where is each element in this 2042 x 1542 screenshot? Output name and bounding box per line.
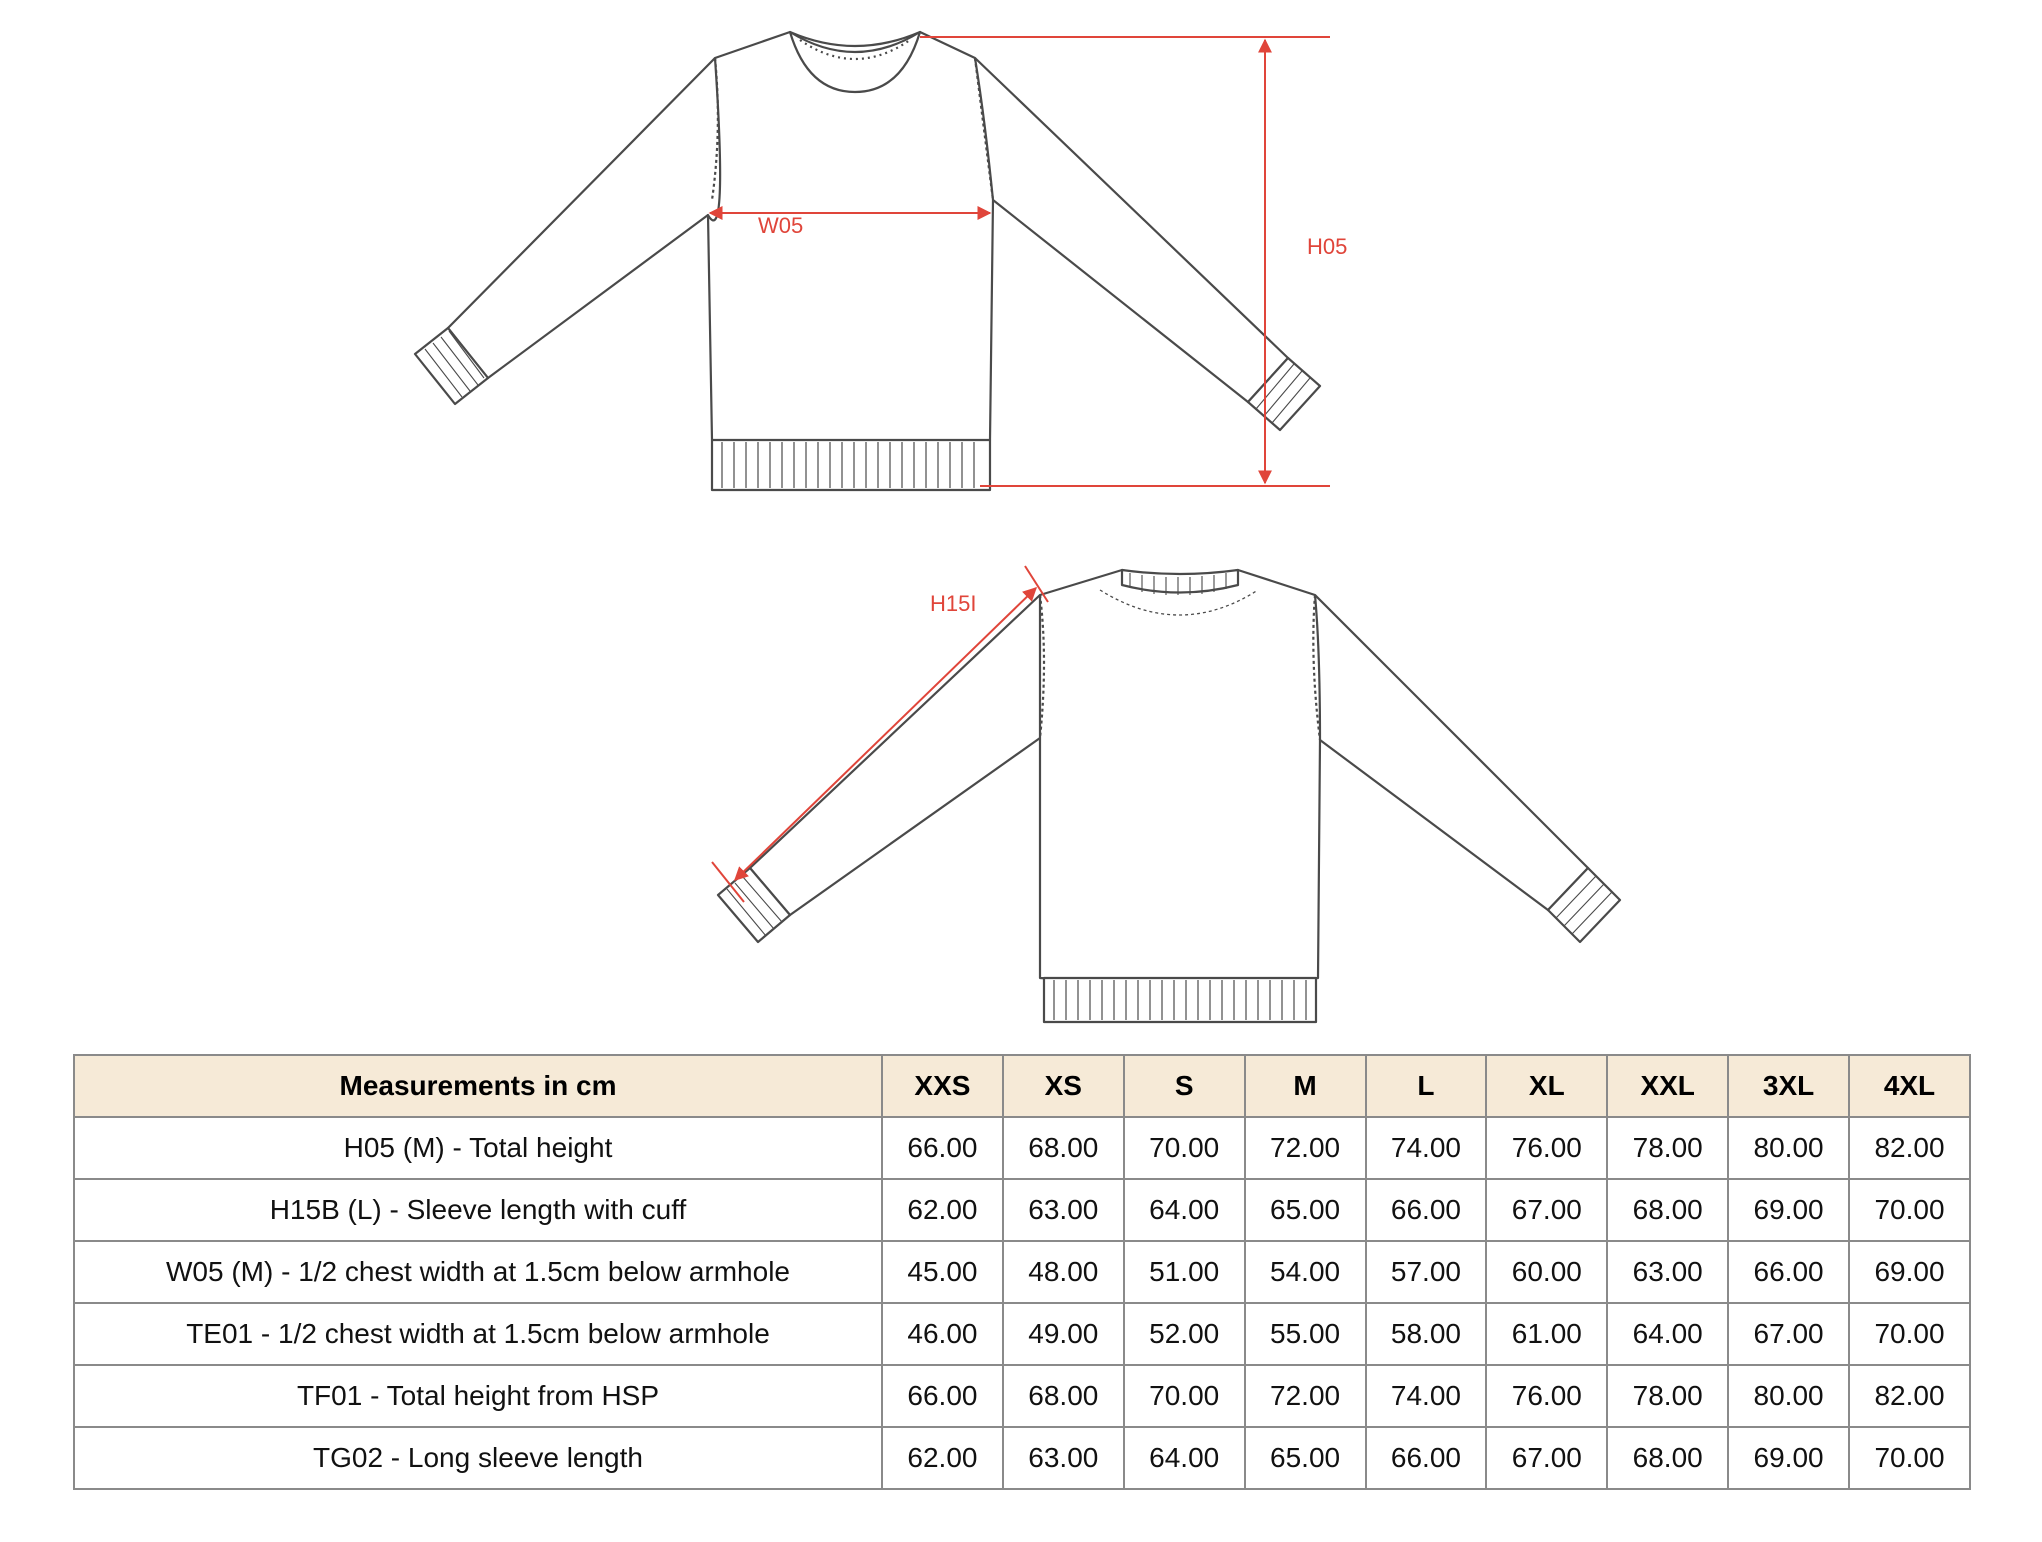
table-cell: 63.00 [1003,1427,1124,1489]
table-cell: 67.00 [1728,1303,1849,1365]
row-label: TE01 - 1/2 chest width at 1.5cm below armhole [74,1303,882,1365]
table-cell: 63.00 [1003,1179,1124,1241]
table-cell: 76.00 [1486,1117,1607,1179]
row-label: W05 (M) - 1/2 chest width at 1.5cm below armhole [74,1241,882,1303]
table-cell: 69.00 [1728,1179,1849,1241]
header-size: XXL [1607,1055,1728,1117]
table-cell: 65.00 [1245,1179,1366,1241]
header-measurements: Measurements in cm [74,1055,882,1117]
w05-label: W05 [758,213,804,238]
table-cell: 66.00 [1366,1427,1487,1489]
table-cell: 70.00 [1849,1179,1970,1241]
table-row [74,1427,1970,1489]
header-size: XL [1486,1055,1607,1117]
table-cell: 82.00 [1849,1117,1970,1179]
table-cell: 74.00 [1366,1117,1487,1179]
table-cell: 78.00 [1607,1117,1728,1179]
table-cell: 66.00 [882,1365,1003,1427]
row-label: TG02 - Long sleeve length [74,1427,882,1489]
table-cell: 68.00 [1607,1427,1728,1489]
table-cell: 64.00 [1607,1303,1728,1365]
row-label: H05 (M) - Total height [74,1117,882,1179]
table-row [74,1241,1970,1303]
table-cell: 64.00 [1124,1427,1245,1489]
table-cell: 46.00 [882,1303,1003,1365]
table-cell: 57.00 [1366,1241,1487,1303]
table-cell: 62.00 [882,1427,1003,1489]
table-row [74,1365,1970,1427]
table-cell: 74.00 [1366,1365,1487,1427]
table-cell: 65.00 [1245,1427,1366,1489]
table-cell: 78.00 [1607,1365,1728,1427]
row-label: H15B (L) - Sleeve length with cuff [74,1179,882,1241]
table-cell: 68.00 [1003,1365,1124,1427]
table-cell: 70.00 [1849,1303,1970,1365]
table-cell: 45.00 [882,1241,1003,1303]
table-row [74,1303,1970,1365]
table-cell: 48.00 [1003,1241,1124,1303]
header-size: 3XL [1728,1055,1849,1117]
table-header-row [74,1055,1970,1117]
table-cell: 58.00 [1366,1303,1487,1365]
table-cell: 54.00 [1245,1241,1366,1303]
table-cell: 49.00 [1003,1303,1124,1365]
table-cell: 62.00 [882,1179,1003,1241]
table-cell: 66.00 [1366,1179,1487,1241]
table-cell: 72.00 [1245,1117,1366,1179]
table-cell: 66.00 [882,1117,1003,1179]
header-size: S [1124,1055,1245,1117]
header-size: XS [1003,1055,1124,1117]
table-cell: 76.00 [1486,1365,1607,1427]
table-row [74,1179,1970,1241]
header-size: 4XL [1849,1055,1970,1117]
header-size: L [1366,1055,1487,1117]
table-cell: 68.00 [1607,1179,1728,1241]
table-cell: 70.00 [1849,1427,1970,1489]
table-cell: 66.00 [1728,1241,1849,1303]
table-cell: 80.00 [1728,1117,1849,1179]
size-chart-table [73,1054,1971,1490]
table-cell: 63.00 [1607,1241,1728,1303]
table-cell: 67.00 [1486,1179,1607,1241]
row-label: TF01 - Total height from HSP [74,1365,882,1427]
sweater-back-view [718,570,1620,1022]
table-cell: 52.00 [1124,1303,1245,1365]
table-row [74,1117,1970,1179]
sweater-front-view [415,32,1320,490]
table-cell: 80.00 [1728,1365,1849,1427]
table-cell: 61.00 [1486,1303,1607,1365]
table-cell: 64.00 [1124,1179,1245,1241]
table-cell: 67.00 [1486,1427,1607,1489]
table-cell: 82.00 [1849,1365,1970,1427]
table-cell: 68.00 [1003,1117,1124,1179]
header-size: M [1245,1055,1366,1117]
table-cell: 69.00 [1728,1427,1849,1489]
table-cell: 51.00 [1124,1241,1245,1303]
table-cell: 60.00 [1486,1241,1607,1303]
header-size: XXS [882,1055,1003,1117]
table-cell: 70.00 [1124,1365,1245,1427]
table-cell: 55.00 [1245,1303,1366,1365]
h15i-label: H15I [930,591,977,616]
h05-label: H05 [1307,234,1348,259]
table-cell: 69.00 [1849,1241,1970,1303]
table-cell: 70.00 [1124,1117,1245,1179]
table-cell: 72.00 [1245,1365,1366,1427]
